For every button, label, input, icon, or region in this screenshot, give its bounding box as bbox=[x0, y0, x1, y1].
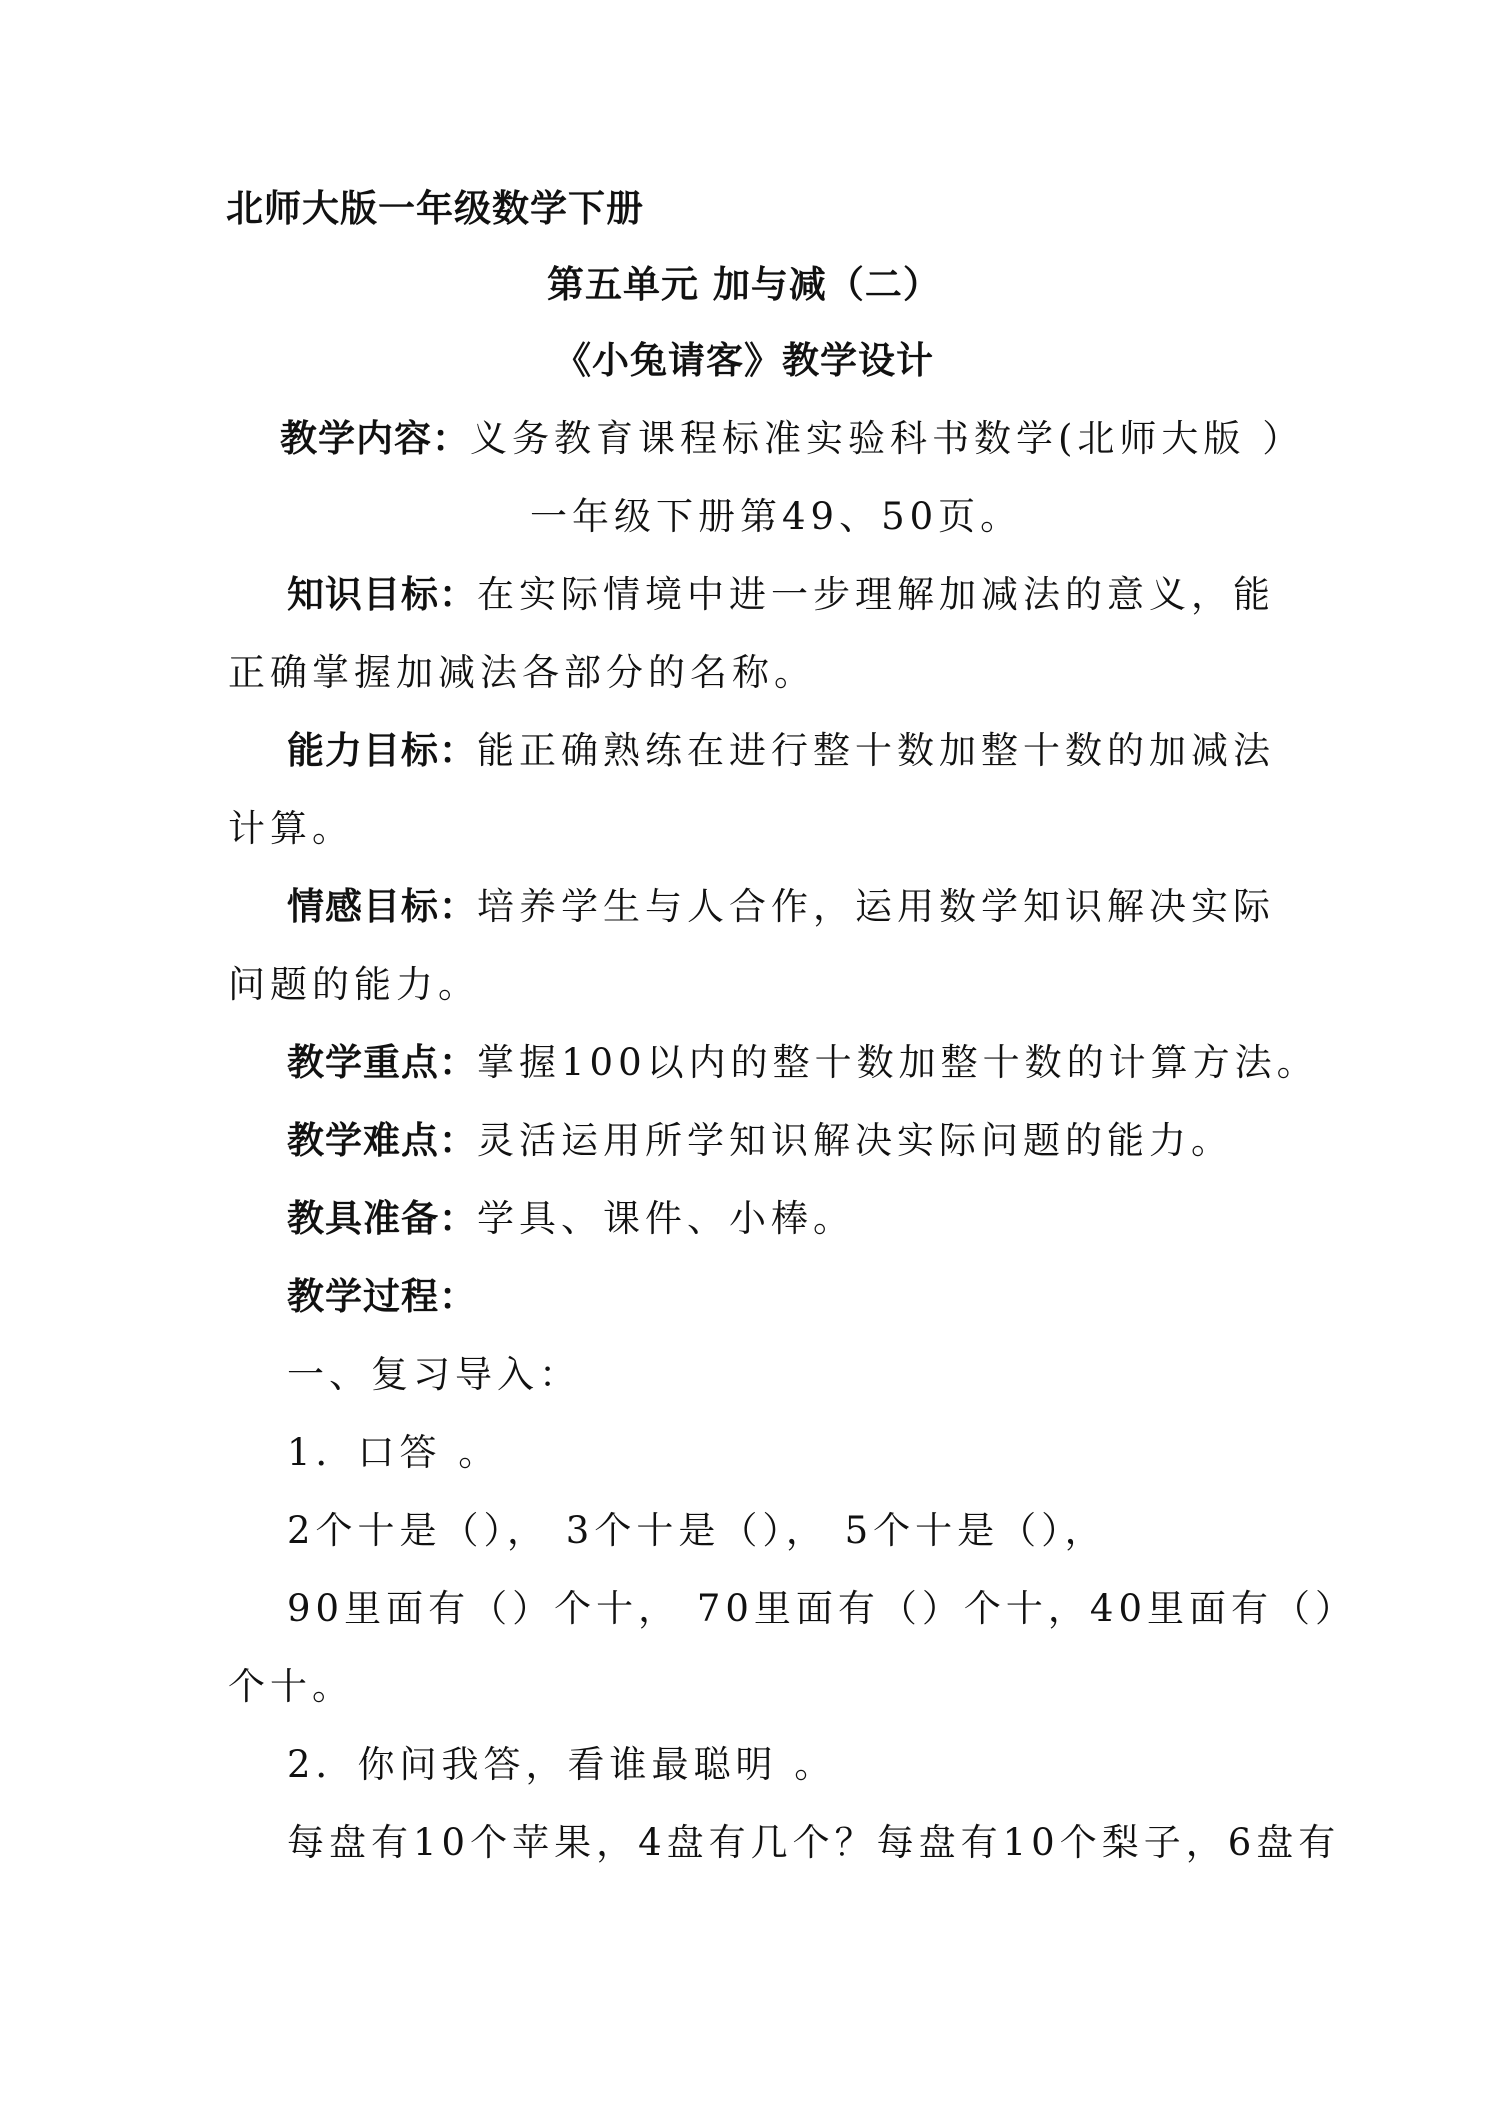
book-title: 北师大版一年级数学下册 bbox=[226, 187, 644, 230]
oral-question-2-cont: 个十。 bbox=[228, 1665, 354, 1708]
emotion-paragraph bbox=[287, 885, 1275, 928]
emotion-text-cont: 问题的能力。 bbox=[228, 963, 480, 1006]
oral-question-2: 90里面有（）个十， 70里面有（）个十，40里面有（） bbox=[287, 1587, 1358, 1630]
difficulty-text: 灵活运用所学知识解决实际问题的能力。 bbox=[477, 1119, 1233, 1162]
lesson-title: 《小兔请客》教学设计 bbox=[554, 339, 934, 382]
tools-label: 教具准备： bbox=[287, 1197, 477, 1240]
oral-answer-item: 1．口答 。 bbox=[287, 1431, 501, 1474]
content-text: 义务教育课程标准实验科书数学(北师大版 ） bbox=[470, 417, 1305, 460]
section-review-heading: 一、复习导入： bbox=[287, 1353, 581, 1396]
content-text-cont: 一年级下册第49、50页。 bbox=[530, 495, 1023, 538]
tools-paragraph bbox=[287, 1197, 855, 1240]
content-paragraph bbox=[280, 417, 1305, 460]
knowledge-text-cont: 正确掌握加减法各部分的名称。 bbox=[228, 651, 816, 694]
tools-text: 学具、课件、小棒。 bbox=[477, 1197, 855, 1240]
key-point-paragraph bbox=[287, 1041, 1319, 1084]
difficulty-paragraph bbox=[287, 1119, 1233, 1162]
knowledge-text: 在实际情境中进一步理解加减法的意义，能 bbox=[477, 573, 1275, 616]
content-label: 教学内容： bbox=[280, 417, 470, 460]
qa-question: 每盘有10个苹果，4盘有几个？每盘有10个梨子，6盘有 bbox=[287, 1821, 1341, 1864]
ability-paragraph bbox=[287, 729, 1275, 772]
difficulty-label: 教学难点： bbox=[287, 1119, 477, 1162]
knowledge-paragraph bbox=[287, 573, 1275, 616]
unit-title: 第五单元 加与减（二） bbox=[547, 263, 941, 306]
ability-label: 能力目标： bbox=[287, 729, 477, 772]
process-label: 教学过程： bbox=[287, 1275, 477, 1318]
key-point-text: 掌握100以内的整十数加整十数的计算方法。 bbox=[477, 1041, 1319, 1084]
knowledge-label: 知识目标： bbox=[287, 573, 477, 616]
key-point-label: 教学重点： bbox=[287, 1041, 477, 1084]
emotion-label: 情感目标： bbox=[287, 885, 477, 928]
qa-item: 2．你问我答，看谁最聪明 。 bbox=[287, 1743, 837, 1786]
ability-text: 能正确熟练在进行整十数加整十数的加减法 bbox=[477, 729, 1275, 772]
emotion-text: 培养学生与人合作，运用数学知识解决实际 bbox=[477, 885, 1275, 928]
ability-text-cont: 计算。 bbox=[228, 807, 354, 850]
oral-question-1: 2个十是（）， 3个十是（）， 5个十是（）， bbox=[287, 1509, 1107, 1552]
